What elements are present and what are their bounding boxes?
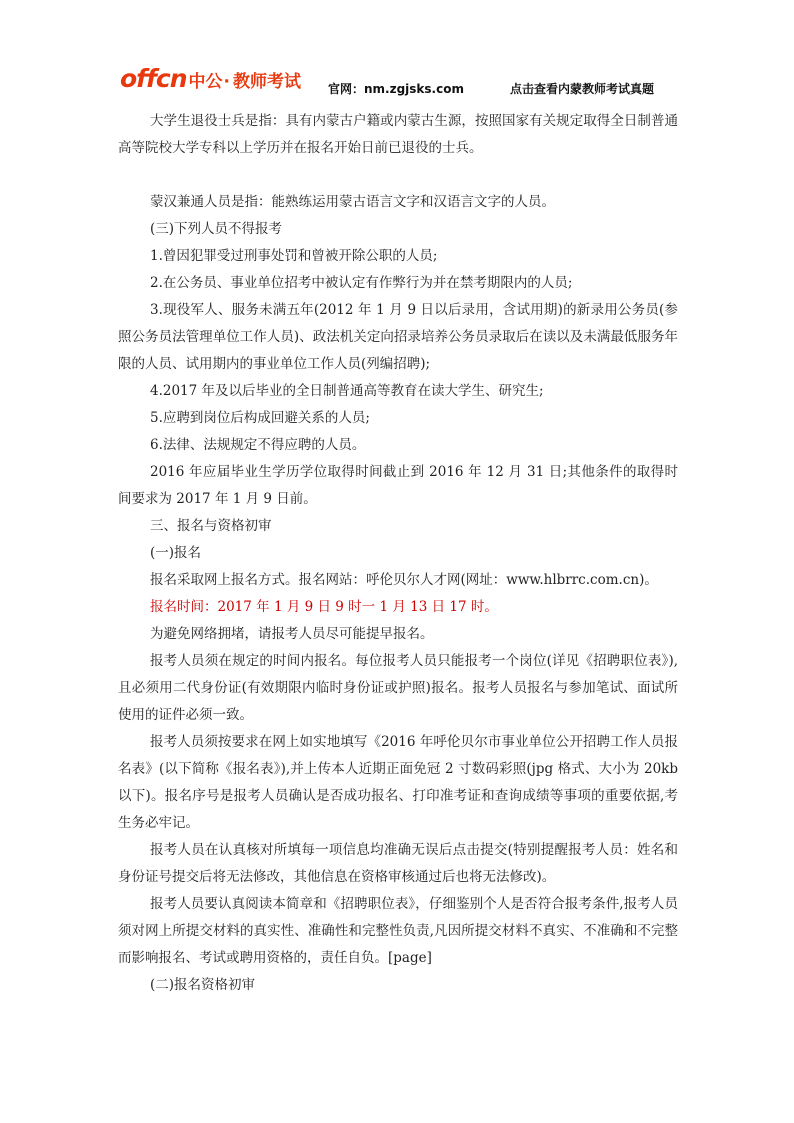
paragraph-registration-rules: 报考人员须在规定的时间内报名。每位报考人员只能报考一个岗位(详见《招聘职位表》),且必须用二代身份证(有效期限内临时身份证或护照)报名。报考人员报名与参加笔试、面试所使用的证件必须一致。: [118, 653, 678, 723]
list-item: 4.2017 年及以后毕业的全日制普通高等教育在读大学生、研究生;: [150, 383, 544, 399]
logo-text-zhonggong: 中公: [188, 72, 223, 92]
logo-text-jiaoshi: 教师考试: [233, 72, 302, 92]
paragraph-early-registration: 为避免网络拥堵，请报考人员尽可能提早报名。: [150, 626, 434, 642]
list-item: 2.在公务员、事业单位招考中被认定有作弊行为并在禁考期限内的人员;: [150, 275, 573, 291]
list-item: 1.曾因犯罪受过刑事处罚和曾被开除公职的人员;: [150, 248, 438, 264]
list-item: 3.现役军人、服务未满五年(2012 年 1 月 9 日以后录用，含试用期)的新录用公务员(参照公务员法管理单位工作人员)、政法机关定向招录培养公务员录取后在读以及未满最低服务年限的人员、试用期内的事业单位工作人员(列编招聘);: [118, 302, 678, 372]
paragraph-gap: [118, 162, 678, 189]
registration-time-highlight: 报名时间：2017 年 1 月 9 日 9 时一 1 月 13 日 17 时。: [150, 599, 498, 615]
paragraph-veterans-definition: 大学生退役士兵是指：具有内蒙古户籍或内蒙古生源，按照国家有关规定取得全日制普通高等院校大学专科以上学历并在报名开始日前已退役的士兵。: [118, 113, 678, 156]
section-heading-excluded: (三)下列人员不得报考: [150, 221, 283, 237]
paragraph-registration-site: 报名采取网上报名方式。报名网站：呼伦贝尔人才网(网址：www.hlbrrc.com.cn)。: [150, 572, 658, 588]
paragraph-graduate-deadline: 2016 年应届毕业生学历学位取得时间截止到 2016 年 12 月 31 日;其他条件的取得时间要求为 2017 年 1 月 9 日前。: [118, 464, 678, 507]
paragraph-bilingual-definition: 蒙汉兼通人员是指：能熟练运用蒙古语言文字和汉语言文字的人员。: [150, 194, 555, 210]
official-site-link[interactable]: 官网：nm.zgjsks.com: [328, 82, 464, 96]
offcn-logo[interactable]: [120, 64, 301, 94]
paragraph-registration-form: 报考人员须按要求在网上如实地填写《2016 年呼伦贝尔市事业单位公开招聘工作人员报名表》(以下简称《报名表》),并上传本人近期正面免冠 2 寸数码彩照(jpg 格式、大小为 20kb 以下)。报名序号是报考人员确认是否成功报名、打印准考证和查询成绩等事项的重要依据,考生务必牢记。: [118, 734, 678, 831]
subsection-heading-qualification: (二)报名资格初审: [150, 977, 256, 993]
paragraph-submit-check: 报考人员在认真核对所填每一项信息均准确无误后点击提交(特别提醒报考人员：姓名和身份证号提交后将无法修改，其他信息在资格审核通过后也将无法修改)。: [118, 842, 678, 885]
view-exam-papers-link[interactable]: 点击查看内蒙教师考试真题: [510, 82, 655, 96]
page-header: [0, 60, 794, 100]
logo-separator: ·: [223, 72, 231, 92]
list-item: 5.应聘到岗位后构成回避关系的人员;: [150, 410, 370, 426]
list-item: 6.法律、法规规定不得应聘的人员。: [150, 437, 366, 453]
document-body: [118, 108, 678, 999]
paragraph-responsibility: 报考人员要认真阅读本简章和《招聘职位表》，仔细鉴别个人是否符合报考条件,报考人员须对网上所提交材料的真实性、准确性和完整性负责,凡因所提交材料不真实、不准确和不完整而影响报名、考试或聘用资格的，责任自负。[page]: [118, 896, 678, 966]
section-heading-registration: 三、报名与资格初审: [150, 518, 272, 534]
logo-brand: offcn: [120, 64, 187, 93]
subsection-heading-registration: (一)报名: [150, 545, 202, 561]
